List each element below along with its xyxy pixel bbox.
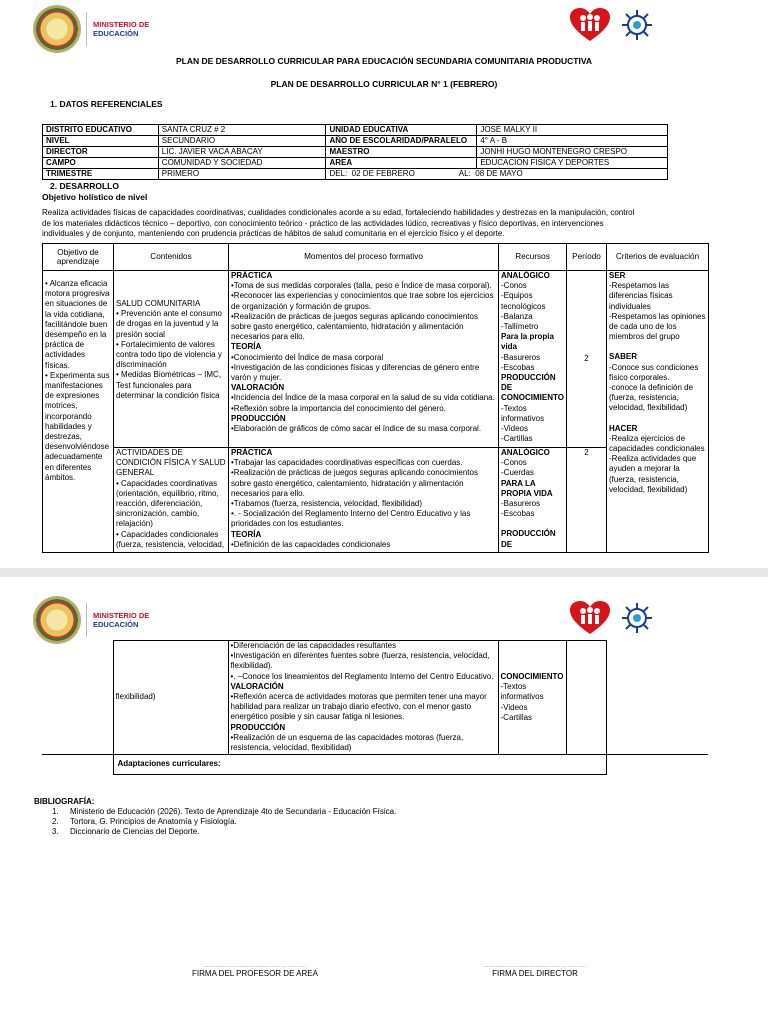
teoria-text: •Definición de las capacidades condicionales <box>231 539 391 549</box>
recursos-conocimiento: -Textos informativos -Videos -Cartillas <box>500 682 544 722</box>
table-row <box>42 641 708 755</box>
director-value: LIC. JAVIER VACA ABACAY <box>158 147 326 158</box>
produccion-label: PRODUCCIÓN <box>231 413 286 423</box>
signature-line: ………………………………………… <box>483 963 587 969</box>
produccion-text: •Realización de un esquema de las capacidades motoras (fuerza, resistencia, velocidad, flexibilidad) <box>230 732 464 753</box>
momentos-continued-text: •Diferenciación de las capacidades resultantes •Investigación en diferentes fuentes sobre (fuerza, resistencia, velocidad, flexibilidad). •. –Conoce los lineamientos del Reglamento Interno del Centro Educativo. <box>230 641 494 681</box>
curricular-plan-table <box>42 243 709 553</box>
momentos-cell-1 <box>229 271 499 448</box>
produccion-text: •Elaboración de gráficos de cómo sacar el índice de su masa corporal. <box>231 424 482 434</box>
valoracion-text: •Reflexión acerca de actividades motoras que permiten tener una mayor habilidad para realizar un trabajo diario efectivo, con el menor gasto energético posible y sin causar fatiga ni lesiones. <box>230 692 487 722</box>
signature-teacher-label: FIRMA DEL PROFESOR DE AREA <box>192 969 318 978</box>
contenidos-salud-comunitaria: SALUD COMUNITARIA • Prevención ante el consumo de drogas en la juventud y la presión social • Fortalecimiento de valores contra todo tipo de violencia y discriminación • Medidas Biométricas – IMC, Test funcionales para determinar la condición física <box>114 271 229 448</box>
recursos-analogico: -Conos -Equipos tecnológicos -Balanza -Tallímetro <box>501 281 546 332</box>
anio-label: AÑO DE ESCOLARIDAD/PARALELO <box>326 136 477 147</box>
maestro-label: MAESTRO <box>326 147 477 158</box>
ministry-logo <box>34 6 149 52</box>
objetivo-holistico-text: Realiza actividades físicas de capacidades coordinativas, cualidades condicionales acorde a su edad, fortaleciendo habilidades y destrezas en la manipulación, control de los materiales didácticos técnico – deportivo, con conocimiento teórico - práctico de las actividades lúdico, recreativas y físico deportivas, en intervenciones individuales y de conjunto, manteniendo con prudencia prácticas de hábitos de salud comunitaria en el ejercicio físico y el deporte. <box>42 208 635 238</box>
periodo-cell-1: 2 <box>567 271 607 448</box>
area-value: EDUCACION FISICA Y DEPORTES <box>477 158 668 169</box>
recursos-cell-2 <box>499 448 567 553</box>
maestro-value: JONHI HUGO MONTENEGRO CRESPO <box>477 147 668 158</box>
ser-label: SER <box>609 271 626 280</box>
document-page-2 <box>0 577 768 1024</box>
recursos-continued <box>498 641 566 755</box>
bibliografia-label: BIBLIOGRAFÍA: <box>34 797 95 806</box>
ministry-name-line2: EDUCACIÓN <box>93 29 139 38</box>
right-logos <box>570 8 654 42</box>
curricular-plan-table-continued <box>42 640 708 775</box>
header-periodo: Período <box>567 244 607 271</box>
nivel-label: NIVEL <box>43 136 159 147</box>
list-item: 3. Diccionario de Ciencias del Deporte. <box>52 827 200 836</box>
objetivo-aprendizaje-cell: • Alcanza eficacia motora progresiva en situaciones de la vida cotidiana, facilitándole buen desempeño en la práctica de actividades físicas. • Experimenta sus manifestaciones de expresiones motrices, incorporando habilidades y destrezas, desenvolviéndose adecuadamente en diferentes ámbitos. <box>43 271 114 553</box>
family-heart-icon <box>570 601 610 635</box>
bolivia-seal-icon <box>34 597 80 643</box>
recursos-vida-label: PARA LA PROPIA VIDA <box>501 478 553 498</box>
distrito-value: SANTA CRUZ # 2 <box>158 125 326 136</box>
section-desarrollo: 2. DESARROLLO <box>50 181 119 191</box>
objetivo-holistico-label: Objetivo holístico de nivel <box>42 192 148 202</box>
right-logos <box>570 601 654 635</box>
trimestre-label: TRIMESTRE <box>43 169 159 180</box>
practica-text: •Toma de sus medidas corporales (talla, peso e Índice de masa corporal). •Reconocer las experiencias y conocimientos que trae sobre los ejercicios de organización y formación de grupos. •Realización de prácticas de juegos seguras aplicando conocimientos sobre gasto energético, calentamiento, hidratación y alimentación necesarios para ello. <box>231 281 494 342</box>
signature-teacher <box>180 963 330 978</box>
recursos-conocimiento: -Textos informativos -Videos -Cartillas <box>501 403 545 444</box>
teoria-label: TEORÍA <box>231 529 262 539</box>
recursos-vida: -Basureros -Escobas <box>501 352 541 372</box>
saber-text: -Conoce sus condiciones físico corporales. -conoce la definición de (fuerza, resistencia, velocidad, flexibilidad) <box>609 362 699 413</box>
ministry-name-line2: EDUCACIÓN <box>93 620 139 629</box>
recursos-produccion-label: PRODUCCIÓN DE <box>501 529 556 549</box>
plan-title: PLAN DE DESARROLLO CURRICULAR N° 1 (FEBRERO) <box>270 79 498 89</box>
bibliografia <box>34 797 396 837</box>
date-range: DEL: 02 DE FEBRERO AL: 08 DE MAYO <box>326 169 668 180</box>
practica-label: PRÁCTICA <box>231 448 273 457</box>
saber-label: SABER <box>609 352 638 362</box>
contenidos-continued: flexibilidad) <box>113 641 228 755</box>
family-heart-icon <box>570 8 610 42</box>
nivel-value: SECUNDARIO <box>158 136 326 147</box>
list-item: 1. Ministerio de Educación (2026). Texto de Aprendizaje 4to de Secundaria - Educación Física. <box>52 807 397 816</box>
header-objetivo: Objetivo de aprendizaje <box>43 244 114 271</box>
hacer-label: HACER <box>609 423 638 433</box>
recursos-vida-label: Para la propia vida <box>501 332 554 352</box>
practica-text: •Trabajar las capacidades coordinativas específicas con cuerdas. •Realización de prácticas de juegos seguras aplicando conocimientos sobre gasto energético, calentamiento, hidratación y alimentación necesarios para ello. •Trabamos (fuerza, resistencia, velocidad, flexibilidad) •. - Socialización del Reglamento Interno del Centro Educativo y las prioridades con los estudiantes. <box>231 458 478 529</box>
momentos-continued <box>228 641 498 755</box>
recursos-analogico-label: ANALÓGICO <box>501 271 550 280</box>
recursos-conocimiento-label: PRODUCCIÓN DE CONOCIMIENTO <box>501 373 564 403</box>
list-item: 2. Tortora, G. Principios de Anatomía y Fisiología. <box>52 817 237 826</box>
director-label: DIRECTOR <box>43 147 159 158</box>
trimestre-value: PRIMERO <box>158 169 326 180</box>
criterios-cell <box>607 271 709 553</box>
momentos-cell-2 <box>229 448 499 553</box>
campo-value: COMUNIDAD Y SOCIEDAD <box>158 158 326 169</box>
signature-director <box>470 963 600 978</box>
anio-value: 4° A - B <box>477 136 668 147</box>
header-momentos: Momentos del proceso formativo <box>229 244 499 271</box>
ministry-name-line1: MINISTERIO DE <box>93 20 150 29</box>
valoracion-label: VALORACIÓN <box>231 383 285 393</box>
regional-emblem-icon <box>620 601 654 635</box>
ser-text: -Respetamos las diferencias físicas individuales -Respetamos las opiniones de cada uno de los miembros del grupo <box>609 281 706 342</box>
adaptaciones-curriculares: Adaptaciones curriculares: <box>113 755 606 775</box>
header-contenidos: Contenidos <box>114 244 229 271</box>
recursos-vida: -Basureros -Escobas <box>501 499 541 519</box>
header-recursos: Recursos <box>499 244 567 271</box>
distrito-label: DISTRITO EDUCATIVO <box>43 125 159 136</box>
signature-line: ………………………………………… <box>203 963 307 969</box>
referential-data-table <box>42 124 668 180</box>
valoracion-text: •Incidencia del Índice de la masa corporal en la salud de su vida cotidiana. •Reflexión sobre la importancia del conocimiento del género. <box>231 393 495 413</box>
unidad-label: UNIDAD EDUCATIVA <box>326 125 477 136</box>
recursos-analogico: -Conos -Cuerdas <box>501 458 534 478</box>
contenidos-condicion-fisica: ACTIVIDADES DE CONDICIÓN FÍSICA Y SALUD GENERAL • Capacidades coordinativas (orientación, equilibrio, ritmo, reacción, diferenciación, sincronización, cambio, relajación) • Capacidades condicionales (fuerza, resistencia, velocidad, <box>114 448 229 553</box>
valoracion-label: VALORACIÓN <box>230 681 284 691</box>
teoria-text: •Conocimiento del Índice de masa corporal •Investigación de las condiciones físicas y diferencias de género entre varón y mujer. <box>231 352 480 383</box>
campo-label: CAMPO <box>43 158 159 169</box>
hacer-text: -Realiza ejercicios de capacidades condicionales -Realiza actividades que ayuden a mejorar la (fuerza, resistencia, velocidad, flexibilidad) <box>609 433 705 494</box>
table-row <box>42 755 708 775</box>
header-criterios: Criterios de evaluación <box>607 244 709 271</box>
bolivia-seal-icon <box>34 6 80 52</box>
ministry-name-line1: MINISTERIO DE <box>93 611 150 620</box>
recursos-conocimiento-label: CONOCIMIENTO <box>500 671 564 681</box>
regional-emblem-icon <box>620 8 654 42</box>
signature-director-label: FIRMA DEL DIRECTOR <box>492 969 578 978</box>
document-title: PLAN DE DESARROLLO CURRICULAR PARA EDUCACIÓN SECUNDARIA COMUNITARIA PRODUCTIVA <box>175 56 593 66</box>
recursos-cell-1 <box>499 271 567 448</box>
section-datos-referenciales: 1. DATOS REFERENCIALES <box>50 99 163 109</box>
ministry-logo <box>34 597 149 643</box>
periodo-cell-2: 2 <box>567 448 607 553</box>
teoria-label: TEORÍA <box>231 342 262 352</box>
practica-label: PRÁCTICA <box>231 271 273 280</box>
table-row <box>43 271 709 448</box>
produccion-label: PRODUCCIÓN <box>230 722 286 732</box>
unidad-value: JOSE MALKY II <box>477 125 668 136</box>
recursos-analogico-label: ANALÓGICO <box>501 448 550 457</box>
area-label: AREA <box>326 158 477 169</box>
